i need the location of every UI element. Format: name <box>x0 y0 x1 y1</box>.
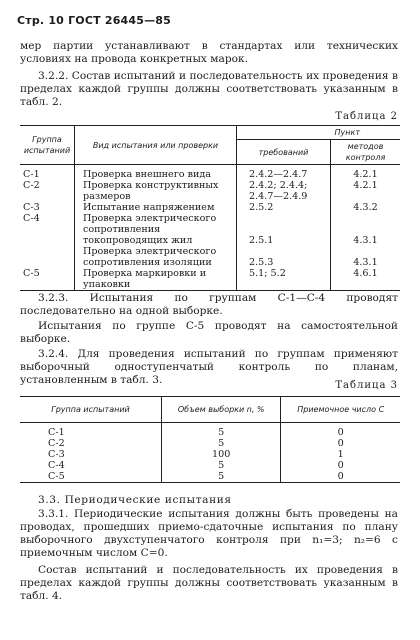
table-3-header-volume: Объем выборки n, % <box>162 397 281 423</box>
table-row: С-2 Проверка конструктивных размеров 2.4.2; 2.4.4; 2.4.7—2.4.9 4.2.1 <box>20 180 400 202</box>
table-2-header-kind: Вид испытания или проверки <box>75 126 237 165</box>
table-row: Проверка электрического сопротивления изоляции 2.5.3 4.3.1 <box>20 246 400 268</box>
table-2-header-punkt: Пункт <box>237 126 401 140</box>
table-row: С-1 Проверка внешнего вида 2.4.2—2.4.7 4.2.1 <box>20 169 400 180</box>
table-2-header-group: Группа испытаний <box>20 126 75 165</box>
table-row: С-5 5 0 <box>20 471 400 483</box>
table-2-caption: Таблица 2 <box>335 111 398 122</box>
table-3 <box>20 396 400 483</box>
table-row: С-3 100 1 <box>20 449 400 460</box>
paragraph-3-3-2: Состав испытаний и последовательность их проведения в пределах каждой группы должны соответствовать указанным в табл. 4. <box>20 564 398 602</box>
paragraph-3-2-3-b: Испытания по группе С-5 проводят на самостоятельной выборке. <box>20 320 398 345</box>
table-3-header-accept: Приемочное число C <box>297 405 385 414</box>
table-row: С-3 Испытание напряжением 2.5.2 4.3.2 <box>20 202 400 213</box>
page-header: Стр. 10 ГОСТ 26445—85 <box>17 14 172 27</box>
table-row: С-5 Проверка маркировки и упаковки 5.1; 5.2 4.6.1 <box>20 268 400 291</box>
paragraph-3-2-3: 3.2.3. Испытания по группам С-1—С-4 проводят последовательно на одной выборке. <box>20 292 398 317</box>
table-3-caption: Таблица 3 <box>335 380 398 391</box>
table-2 <box>20 125 400 291</box>
paragraph-3-3-1: 3.3.1. Периодические испытания должны быть проведены на проводах, прошедших приемо-сдаточные испытания по плану выборочного двухступенчатого контроля при n₁=3; n₂=6 с приемочным числом C=0. <box>20 508 398 559</box>
table-2-header-req: требований <box>237 140 331 165</box>
paragraph-intro: мер партии устанавливают в стандартах или технических условиях на провода конкретных марок. <box>20 40 398 65</box>
section-heading-3-3: 3.3. Периодические испытания <box>38 494 232 506</box>
paragraph-3-2-2: 3.2.2. Состав испытаний и последовательность их проведения в пределах каждой группы должны соответствовать указанным в табл. 2. <box>20 70 398 108</box>
table-row: С-1 5 0 <box>20 427 400 438</box>
table-2-header-methods: методов контроля <box>345 142 386 162</box>
table-3-header-group: Группа испытаний <box>20 397 162 423</box>
table-row: С-4 5 0 <box>20 460 400 471</box>
table-row: С-2 5 0 <box>20 438 400 449</box>
table-row: С-4 Проверка электрического сопротивления токопроводящих жил 2.5.1 4.3.1 <box>20 213 400 246</box>
paragraph-3-2-4: 3.2.4. Для проведения испытаний по группам применяют выборочный одноступенчатый контроль по планам, установленным в табл. 3. <box>20 348 398 386</box>
